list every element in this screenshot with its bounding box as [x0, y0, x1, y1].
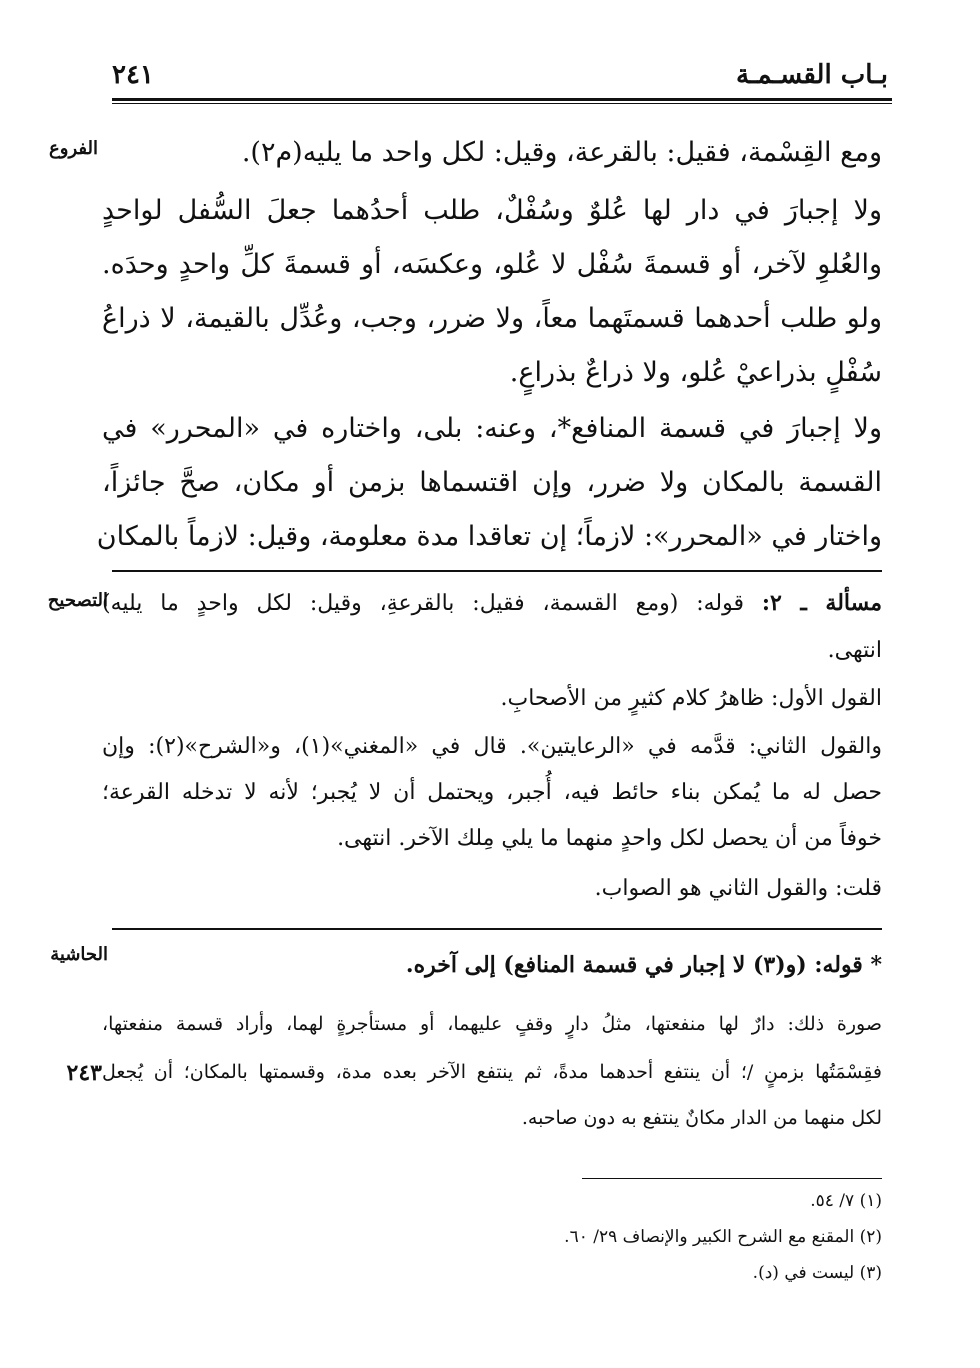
section-divider — [112, 928, 882, 930]
chapter-title: بـاب القسـمـة — [735, 60, 888, 90]
header-rule — [112, 98, 892, 101]
correction-line: حصل له ما يُمكن بناء حائط فيه، أُجبر، ويحتمل أن لا يُجبر؛ لأنه لا تدخله القرعة؛ — [102, 780, 882, 805]
label-tashih: التصحيح — [47, 590, 108, 611]
label-hashiya: الحاشية — [50, 944, 108, 965]
footnote-2: (٢) المقنع مع الشرح الكبير والإنصاف ٢٩/ ٦٠. — [564, 1227, 882, 1247]
footnote-rule — [582, 1178, 882, 1179]
correction-line — [102, 580, 882, 627]
label-furu: الفروع — [49, 138, 98, 159]
main-text-line: ومع القِسْمة، فقيل: بالقرعة، وقيل: لكل واحد ما يليه(م٢). — [241, 137, 882, 168]
correction-line: خوفاً من أن يحصل لكل واحدٍ منهما ما يلي مِلك الآخر. انتهى. — [337, 826, 882, 851]
main-text-line: والعُلوِ لآخر، أو قسمةَ سُفْل لا عُلو، وعكسَه، أو قسمةَ كلِّ واحدٍ وحدَه. — [102, 249, 882, 280]
correction-line: والقول الثاني: قدَّمه في «الرعايتين». قال في «المغني»(١)، و«الشرح»(٢): وإن — [102, 734, 882, 759]
main-text-line: ولو طلب أحدهما قسمتَهما معاً، ولا ضرر، وجب، وعُدِّل بالقيمة، لا ذراعُ — [102, 303, 882, 334]
section-divider — [112, 570, 882, 572]
hashiya-heading: * قوله: (و(٣) لا إجبار في قسمة المنافع) إلى آخره. — [405, 952, 882, 978]
correction-line: انتهى. — [827, 638, 882, 663]
correction-line: قلت: والقول الثاني هو الصواب. — [594, 876, 882, 901]
margin-page-ref: ٢٤٣ — [66, 1060, 102, 1086]
hashiya-line: صورة ذلك: دارٌ لها منفعتها، مثلُ دارٍ وقفٍ عليهما، أو مستأجرةٍ لهما، وأراد قسمة منفعتها، — [102, 1013, 882, 1035]
page-number: ٢٤١ — [112, 60, 154, 90]
hashiya-line: فقِسْمَتُها بزمنٍ /؛ أن ينتفع أحدهما مدةً، ثم ينتفع الآخر بعده مدة، وقسمتها بالمكان؛ أن يُجعل — [102, 1061, 882, 1083]
main-text-line: ولا إجبارَ في دار لها عُلوٌ وسُفْلٌ، طلب أحدُهما جعلَ السُّفل لواحدٍ — [102, 195, 882, 226]
main-text-line: واختار في «المحرر»: لازماً؛ إن تعاقدا مدة معلومة، وقيل: لازماً بالمكان — [96, 521, 882, 552]
footnote-3: (٣) ليست في (د). — [752, 1263, 882, 1283]
main-text-line: سُفْلٍ بذراعيْ عُلو، ولا ذراعٌ بذراعٍ. — [509, 357, 882, 388]
correction-text: قوله: (ومع القسمة، فقيل: بالقرعةِ، وقيل: لكل واحدٍ ما يليه) — [102, 591, 744, 616]
header-rule-thin — [112, 103, 892, 104]
hashiya-line: لكل منهما من الدار مكانٌ ينتفع به دون صاحبه. — [521, 1107, 882, 1129]
correction-line: القول الأول: ظاهرُ كلام كثيرٍ من الأصحابِ. — [500, 686, 882, 711]
main-text-line: القسمة بالمكان ولا ضرر، وإن اقتسماها بزمن أو مكان، صحَّ جائزاً، — [102, 467, 882, 498]
main-text-line: ولا إجبارَ في قسمة المنافع*، وعنه: بلى، واختاره في «المحرر» في — [102, 413, 882, 444]
issue-heading: مسألة ـ ٢: — [761, 590, 883, 616]
footnote-1: (١) ٧/ ٥٤. — [810, 1191, 882, 1211]
